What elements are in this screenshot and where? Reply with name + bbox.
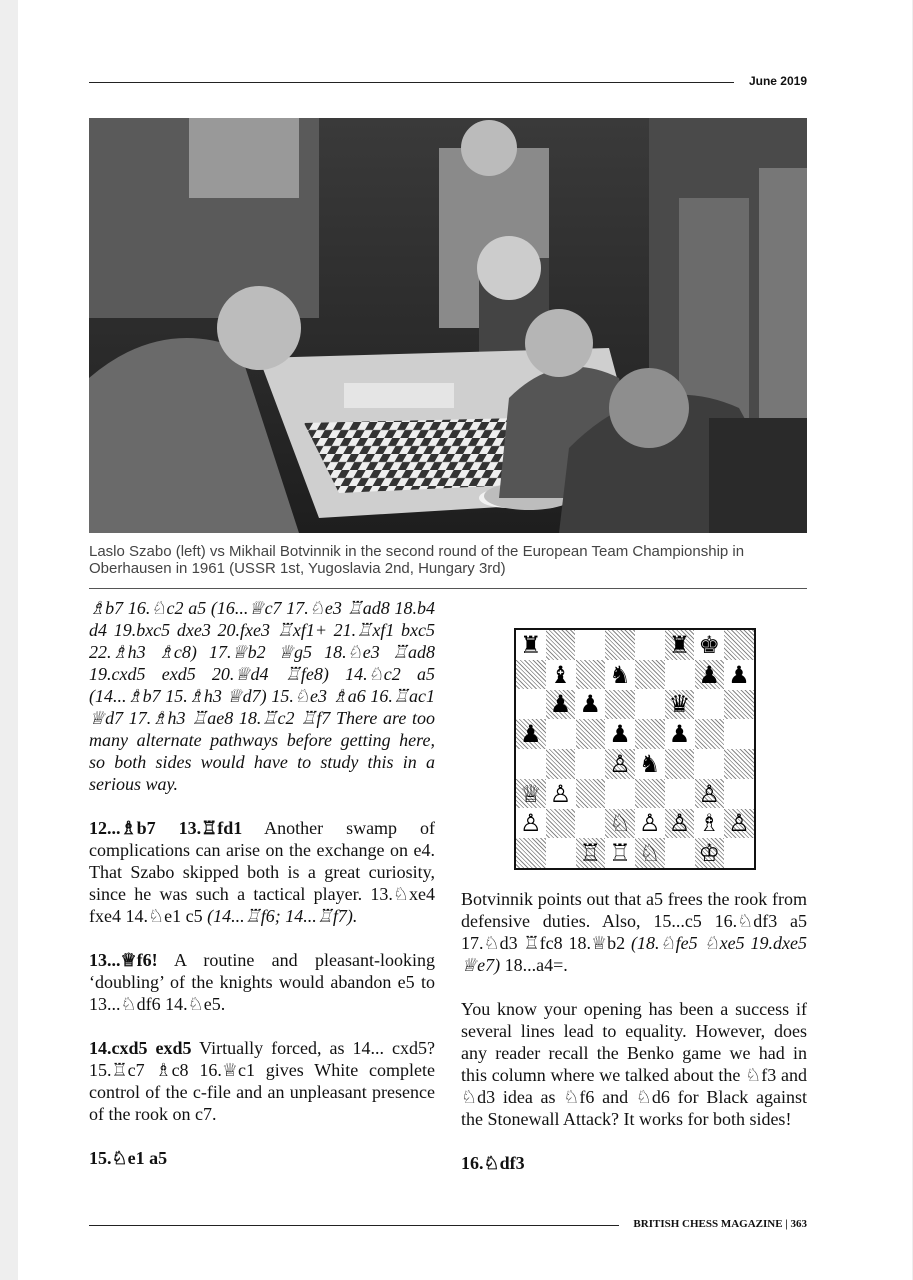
white-pawn-piece: ♙ [609, 749, 631, 778]
white-king-piece: ♔ [698, 839, 720, 867]
black-king-piece: ♚ [698, 630, 720, 659]
game-photo [89, 118, 807, 533]
black-rook-piece: ♜ [519, 630, 542, 659]
board-square [665, 779, 695, 809]
header-rule [89, 82, 734, 83]
black-pawn-piece: ♟ [668, 720, 691, 748]
white-pawn-piece: ♙ [698, 779, 720, 808]
white-pawn-piece: ♙ [668, 809, 691, 838]
annotation-paragraph [89, 597, 435, 795]
black-pawn-piece: ♟ [549, 690, 572, 719]
black-queen-piece: ♛ [668, 690, 691, 719]
white-rook-piece: ♖ [579, 839, 601, 867]
board-square [576, 630, 606, 660]
photo-caption: Laslo Szabo (left) vs Mikhail Botvinnik in the second round of the European Team Championship in Oberhausen in 1961 (USSR 1st, Yugoslavia 2nd, Hungary 3rd) [89, 543, 745, 577]
commentary-text: Botvinnik points out that a5 frees the rook from defensive duties. Also, 15...c5 16.♘df3 a5 17.♘d3 ♖fc8 18.♕b2 [461, 889, 807, 953]
page-footer: BRITISH CHESS MAGAZINE | 363 [633, 1218, 807, 1230]
annotation-paragraph [89, 949, 435, 1015]
board-square [576, 660, 606, 690]
board-square [516, 749, 546, 779]
black-pawn-piece: ♟ [519, 720, 542, 748]
annotation-paragraph [461, 1152, 807, 1174]
black-pawn-piece: ♟ [698, 660, 720, 689]
black-rook-piece: ♜ [668, 630, 691, 659]
chess-diagram [514, 628, 756, 870]
black-pawn-piece: ♟ [579, 690, 601, 719]
annotation-paragraph [89, 817, 435, 927]
board-square [635, 779, 665, 809]
board-square [665, 838, 695, 868]
board-square [516, 660, 546, 690]
board-square [546, 630, 576, 660]
board-square [576, 809, 606, 839]
commentary-text: Another swamp of complications can arise on the exchange on e4. That Szabo skipped both is a great curiosity, since he was such a tactical player. 13.♘xe4 fxe4 14.♘e1 c5 [89, 818, 435, 926]
black-knight-piece: ♞ [609, 660, 631, 689]
board-square [605, 779, 635, 809]
board-square [635, 690, 665, 720]
move-text: 15.♘e1 a5 [89, 1148, 168, 1168]
white-knight-piece: ♘ [609, 809, 631, 838]
black-pawn-piece: ♟ [609, 720, 631, 748]
board-square [695, 690, 725, 720]
white-bishop-piece: ♗ [698, 809, 720, 838]
white-queen-piece: ♕ [519, 779, 542, 808]
annotation-paragraph [89, 1037, 435, 1125]
black-pawn-piece: ♟ [728, 660, 750, 689]
annotation-paragraph [89, 1147, 435, 1169]
black-bishop-piece: ♝ [549, 660, 572, 689]
board-square [605, 630, 635, 660]
board-square [546, 838, 576, 868]
board-square [695, 749, 725, 779]
move-text: 12...♗b7 13.♖fd1 [89, 818, 243, 838]
footer-rule [89, 1225, 619, 1226]
board-square [724, 779, 754, 809]
white-pawn-piece: ♙ [519, 809, 542, 838]
board-square [635, 660, 665, 690]
commentary-text: 18...a4=. [504, 955, 568, 975]
board-square [516, 690, 546, 720]
board-square [724, 630, 754, 660]
white-knight-piece: ♘ [638, 839, 661, 867]
right-column [461, 888, 807, 1196]
photo-image [89, 118, 807, 533]
board-square [605, 690, 635, 720]
board-square [635, 630, 665, 660]
board-square [724, 719, 754, 749]
board-square [635, 719, 665, 749]
annotation-paragraph [461, 998, 807, 1130]
variation-text: (14...♖f6; 14...♖f7). [207, 906, 358, 926]
variation-text: (18.♘fe5 ♘xe5 19.dxe5 ♕e7) [461, 933, 807, 975]
commentary-text: A routine and pleasant-looking ‘doubling’ of the knights would abandon e5 to 13...♘df6 14.♘e5. [89, 950, 435, 1014]
white-pawn-piece: ♙ [728, 809, 750, 838]
board-square [546, 719, 576, 749]
board-square [665, 749, 695, 779]
board-square [665, 660, 695, 690]
board-square [576, 779, 606, 809]
board-square [546, 809, 576, 839]
board-square [576, 749, 606, 779]
board-square [516, 838, 546, 868]
white-pawn-piece: ♙ [638, 809, 661, 838]
commentary-text: Virtually forced, as 14... cxd5? 15.♖c7 ♗c8 16.♕c1 gives White complete control of the c-file and an unpleasant presence of the rook on c7. [89, 1038, 435, 1124]
white-pawn-piece: ♙ [549, 779, 572, 808]
annotation-paragraph [461, 888, 807, 976]
white-rook-piece: ♖ [609, 839, 631, 867]
board-square [576, 719, 606, 749]
caption-rule [89, 588, 807, 589]
move-text: 14.cxd5 exd5 [89, 1038, 192, 1058]
move-text: 13...♕f6! [89, 950, 158, 970]
variation-text: ♗b7 16.♘c2 a5 (16...♕c7 17.♘e3 ♖ad8 18.b4 d4 19.bxc5 dxe3 20.fxe3 ♖xf1+ 21.♖xf1 bxc5 22.♗h3 ♗c8) 17.♕b2 ♕g5 18.♘e3 ♖ad8 19.cxd5 exd5 20.♕d4 ♖fe8) 14.♘c2 a5 (14...♗b7 15.♗h3 ♕d7) 15.♘e3 ♗a6 16.♖ac1 ♕d7 17.♗h3 ♖ae8 18.♖c2 ♖f7 There are too many alternate pathways before getting here, so both sides would have to study this in a serious way. [89, 598, 435, 794]
black-knight-piece: ♞ [638, 749, 661, 778]
move-text: 16.♘df3 [461, 1153, 525, 1173]
board-square [724, 690, 754, 720]
board-square [695, 719, 725, 749]
issue-date: June 2019 [748, 74, 807, 88]
board-square [546, 749, 576, 779]
board-square [724, 838, 754, 868]
board-square [724, 749, 754, 779]
commentary-text: You know your opening has been a success if several lines lead to equality. However, does any reader recall the Benko game we had in this column where we talked about the ♘f3 and ♘d3 idea as ♘f6 and ♘d6 for Black against the Stonewall Attack? It works for both sides! [461, 999, 807, 1129]
left-column [89, 597, 435, 1191]
